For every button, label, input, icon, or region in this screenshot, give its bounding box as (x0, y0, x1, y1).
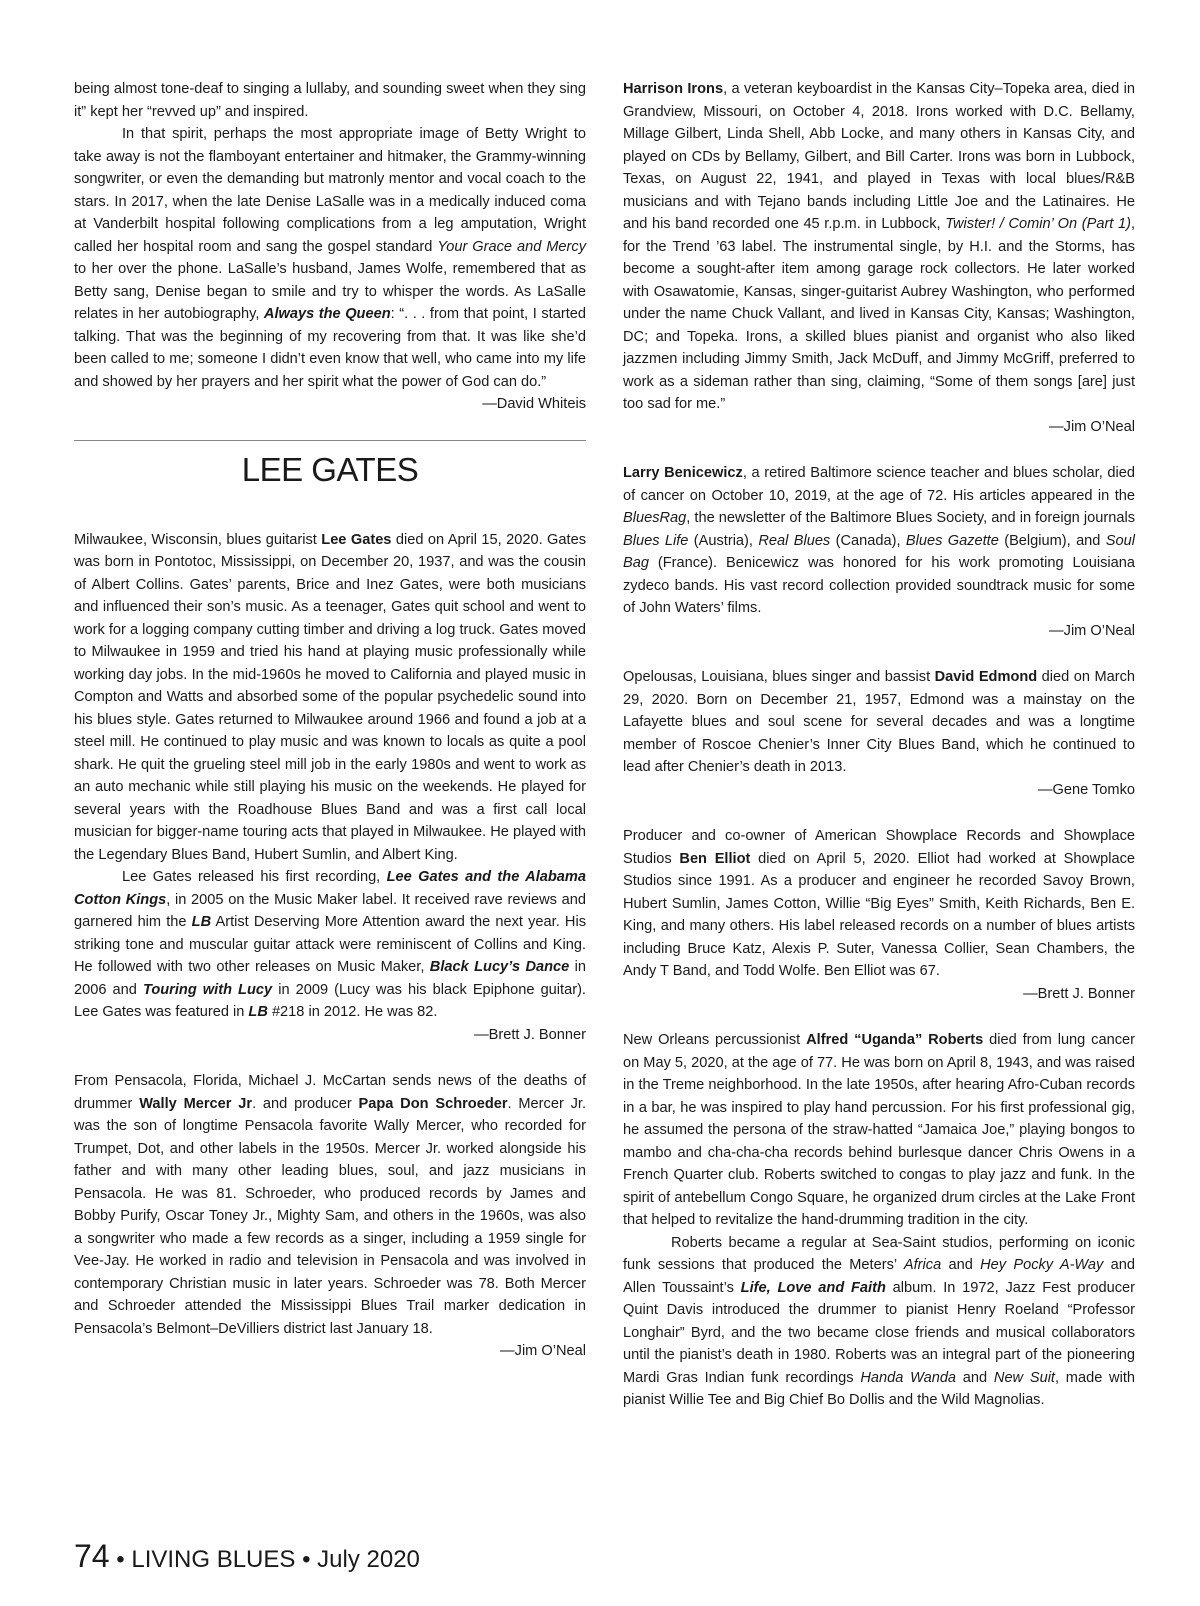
gates-paragraph-2: Lee Gates released his first recording, Lee Gates and the Alabama Cotton Kings, in 2005 on the Music Maker label. It received rave reviews and garnered him the LB Artist Deserving More Attention award the next year. His striking tone and muscular guitar attack were reminiscent of Collins and King. He followed with two other releases on Music Maker, Black Lucy’s Dance in 2006 and Touring with Lucy in 2009 (Lucy was his black Epiphone guitar). Lee Gates was featured in LB #218 in 2012. He was 82. (74, 869, 586, 1020)
elliot-paragraph: Producer and co-owner of American Showplace Records and Showplace Studios Ben Elliot died on April 5, 2020. Elliot had worked at Showplace Studios since 1991. As a producer and engineer he recorded Savoy Brown, Hubert Sumlin, James Cotton, Willie “Big Eyes” Smith, Keith Richards, Ben E. King, and many others. His label released records on a number of blues artists including Bruce Katz, Alexis P. Suter, Vanessa Collier, Sean Chambers, the Andy T Band, and Todd Wolfe. Ben Elliot was 67. (623, 828, 1136, 979)
section-divider (74, 440, 586, 441)
person-name: Lee Gates (321, 531, 392, 548)
byline: —Brett J. Bonner (474, 1026, 586, 1043)
page-footer: 74 • LIVING BLUES • July 2020 (74, 1538, 420, 1574)
byline: —Jim O’Neal (1049, 622, 1135, 639)
right-column (623, 78, 1135, 1412)
book-title: Always the Queen (263, 306, 391, 322)
wright-paragraph-2: In that spirit, perhaps the most appropriate image of Betty Wright to take away is not the flamboyant entertainer and hitmaker, the Grammy-winning songwriter, or even the demanding but matronly mentor and vocal coach to the stars. In 2017, when the late Denise LaSalle was in a medically induced coma at Vanderbilt hospital following complications from a leg amputation, Wright called her hospital room and sang the gospel standard Your Grace and Mercy to her over the phone. LaSalle’s husband, James Wolfe, remembered that as Betty sang, Denise began to smile and try to whisper the words. As LaSalle relates in her autobiography, Always the Queen: “. . . from that point, I started talking. That was the beginning of my recovering from that. It was like she’d been called to me; someone I didn’t even know that well, who came into my life and showed by her prayers and her spirit what the power of God can do.” (74, 126, 586, 390)
edmond-paragraph: Opelousas, Louisiana, blues singer and bassist David Edmond died on March 29, 2020. Born on December 21, 1957, Edmond was a mainstay on the Lafayette blues and soul scene for several decades and was a longtime member of Roscoe Chenier’s Inner City Blues Band, which he continued to lead after Chenier’s death in 2013. (623, 669, 1135, 775)
issue-date: July 2020 (317, 1546, 420, 1573)
gates-paragraph-1: Milwaukee, Wisconsin, blues guitarist Lee Gates died on April 15, 2020. Gates was born in Pontotoc, Mississippi, on December 20, 1937, and was the cousin of Albert Collins. Gates’ parents, Brice and Inez Gates, were both musicians and influenced their son’s music. As a teenager, Gates quit school and went to work for a logging company cutting timber and driving a log truck. Gates moved to Milwaukee in 1959 and tried his hand at playing music professionally while working day jobs. In the mid-1960s he moved to California and played music in Compton and Watts and absorbed some of the popular psychedelic sound into his blues style. Gates returned to Milwaukee around 1966 and found a job at a steel mill. He continued to play music and was known to locals as quite a pool shark. He quit the grueling steel mill job in the early 1980s and went to work as an auto mechanic while still playing his music on the weekends. He played for several years with the Roadhouse Blues Band and was a first call local musician for bigger-name touring acts that played in Milwaukee. He played with the Legendary Blues Band, Hubert Sumlin, and Albert King. (74, 531, 586, 863)
section-title: LEE GATES (241, 450, 419, 488)
mercer-schroeder-paragraph: From Pensacola, Florida, Michael J. McCartan sends news of the deaths of drummer Wally Mercer Jr. and producer Papa Don Schroeder. Mercer Jr. was the son of longtime Pensacola favorite Wally Mercer, who recorded for Trumpet, Dot, and other labels in the 1950s. Mercer Jr. worked alongside his father and with many other leading blues, soul, and jazz musicians in Pensacola. He was 81. Schroeder, who produced records by James and Bobby Purify, Oscar Toney Jr., Mighty Sam, and others in the 1960s, was also a songwriter who made a few records as a singer, including a 1959 single for Vee-Jay. He worked in radio and television in Pensacola and was involved in contemporary Christian music in later years. Schroeder was 78. Both Mercer and Schroeder attended the Mississippi Blues Trail marker dedication in Pensacola’s Belmont–DeVilliers district last January 18. (74, 1073, 587, 1337)
left-column (74, 78, 586, 1363)
roberts-paragraph-2: Roberts became a regular at Sea-Saint studios, performing on iconic funk sessions that produced the Meters’ Africa and Hey Pocky A-Way and Allen Toussaint’s Life, Love and Faith album. In 1972, Jazz Fest producer Quint Davis introduced the drummer to pianist Henry Roeland “Professor Longhair” Byrd, and the two became close friends and musical collaborators until the pianist’s death in 1980. Roberts was an integral part of the pioneering Mardi Gras Indian funk recordings Handa Wanda and New Suit, made with pianist Willie Tee and Big Chief Bo Dollis and the Wild Magnolias. (623, 1234, 1136, 1408)
byline: —David Whiteis (482, 396, 586, 412)
irons-paragraph: Harrison Irons, a veteran keyboardist in the Kansas City–Topeka area, died in Grandview, Missouri, on October 4, 2018. Irons worked with D.C. Bellamy, Millage Gilbert, Linda Shell, Abb Locke, and many others in Kansas City, and played on CDs by Bellamy, Gilbert, and Bill Carter. Irons was born in Lubbock, Texas, on August 22, 1941, and played in Texas with local blues/R&B musicians and with Tejano bands including Little Joe and the Latinaires. He and his band recorded one 45 r.p.m. in Lubbock, Twister! / Comin’ On (Part 1), for the Trend ’63 label. The instrumental single, by H.I. and the Storms, has become a sought-after item among garage rock collectors. He later worked with Osawatomie, Kansas, singer-guitarist Aubrey Washington, who performed under the name Chuck Vallant, and lived in Kansas City, Kansas; Washington, DC; and Topeka. Irons, a skilled blues pianist and organist who also liked jazzmen including Jimmy Smith, Jack McDuff, and Jimmy McGriff, preferred to work as a sideman rather than sing, claiming, “Some of them songs [are] just too sad for me.” (623, 81, 1135, 412)
byline: —Jim O’Neal (1049, 418, 1135, 435)
roberts-paragraph-1: New Orleans percussionist Alfred “Uganda” Roberts died from lung cancer on May 5, 2020, at the age of 77. He was born on April 8, 1943, and was raised in the Treme neighborhood. In the late 1950s, after hearing Afro-Cuban records in a bar, he was inspired to play hand percussion. For his first professional gig, he assumed the persona of the straw-hatted “Jamaica Joe,” playing bongos to mambo and cha-cha-cha records behind burlesque dancer Chris Owens in a French Quarter club. Roberts switched to congas to play jazz and funk. In the spirit of antebellum Congo Square, he organized drum circles at the Lake Front that helped to revitalize the hand-drumming tradition in the city. (623, 1032, 1135, 1228)
byline: —Jim O’Neal (500, 1343, 586, 1359)
page-number: 74 (74, 1538, 110, 1574)
byline: —Gene Tomko (1037, 781, 1135, 798)
benicewicz-paragraph: Larry Benicewicz, a retired Baltimore science teacher and blues scholar, died of cancer on October 10, 2019, at the age of 72. His articles appeared in the BluesRag, the newsletter of the Baltimore Blues Society, and in foreign journals Blues Life (Austria), Real Blues (Canada), Blues Gazette (Belgium), and Soul Bag (France). Benicewicz was honored for his work promoting Louisiana zydeco bands. His vast record collection provided soundtrack music for some of John Waters’ films. (623, 465, 1136, 616)
wright-paragraph-1: being almost tone-deaf to singing a lullaby, and sounding sweet when they sing it” kept her “revved up” and inspired. (74, 81, 586, 120)
magazine-name: LIVING BLUES (131, 1546, 296, 1573)
byline: —Brett J. Bonner (1023, 985, 1135, 1002)
song-title: Your Grace and Mercy (437, 238, 586, 255)
